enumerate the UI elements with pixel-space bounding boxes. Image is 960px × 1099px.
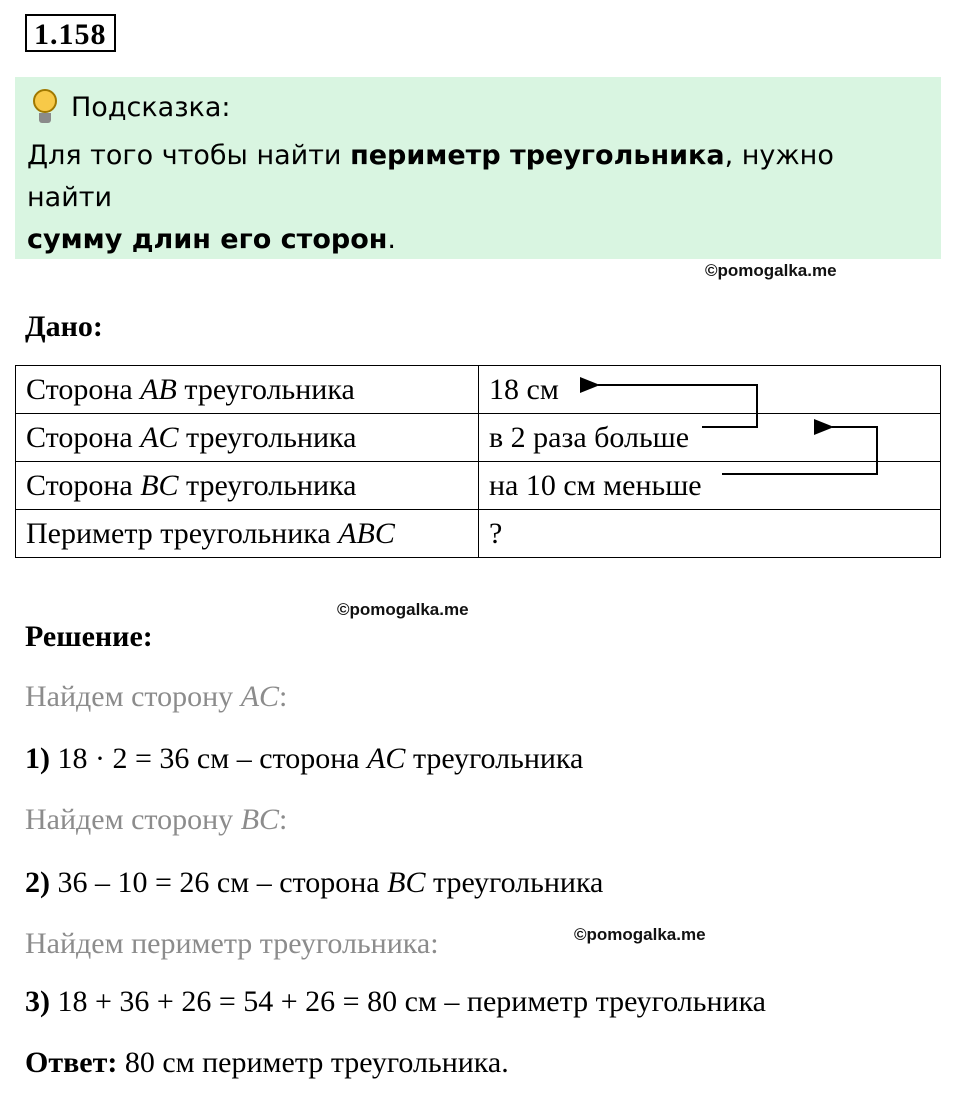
table-row [16, 414, 941, 462]
hint-bold-perimeter: периметр треугольника [350, 140, 725, 171]
step3-line: 3) 18 + 36 + 26 = 54 + 26 = 80 см – периметр треугольника [25, 985, 767, 1018]
table-row [16, 510, 941, 558]
row-label: Сторона AB треугольника [16, 366, 479, 414]
hint-text-part: . [387, 224, 396, 255]
answer-line: Ответ: 80 см периметр треугольника. [25, 1046, 509, 1079]
row-label: Сторона BC треугольника [16, 462, 479, 510]
solution-title: Решение: [25, 620, 153, 653]
lightbulb-icon [29, 87, 61, 127]
hint-header [29, 87, 231, 127]
given-table [15, 365, 941, 558]
row-label: Сторона AC треугольника [16, 414, 479, 462]
step1-line: 1) 18 · 2 = 36 см – сторона AC треугольника [25, 742, 584, 775]
row-value: ? [479, 510, 941, 558]
row-value: 18 см [479, 366, 941, 414]
hint-title: Подсказка: [71, 91, 231, 123]
table-row [16, 462, 941, 510]
hint-text-part: Для того чтобы найти [27, 140, 351, 171]
given-title: Дано: [25, 310, 103, 343]
step2-line: 2) 36 – 10 = 26 см – сторона BC треугольника [25, 866, 604, 899]
row-value: в 2 раза больше [479, 414, 941, 462]
row-value: на 10 см меньше [479, 462, 941, 510]
hint-box [15, 77, 941, 259]
hint-text-part: , нужно найти [27, 140, 834, 213]
watermark: ©pomogalka.me [337, 600, 469, 619]
table-row [16, 366, 941, 414]
hint-text [27, 135, 927, 261]
problem-number: 1.158 [25, 14, 116, 52]
step2-intro: Найдем сторону BC: [25, 803, 288, 836]
step3-intro: Найдем периметр треугольника: [25, 927, 439, 960]
watermark: ©pomogalka.me [705, 261, 837, 280]
step1-intro: Найдем сторону AC: [25, 680, 288, 713]
hint-bold-sum: сумму длин его сторон [27, 224, 388, 255]
row-label: Периметр треугольника ABC [16, 510, 479, 558]
watermark: ©pomogalka.me [574, 925, 706, 944]
